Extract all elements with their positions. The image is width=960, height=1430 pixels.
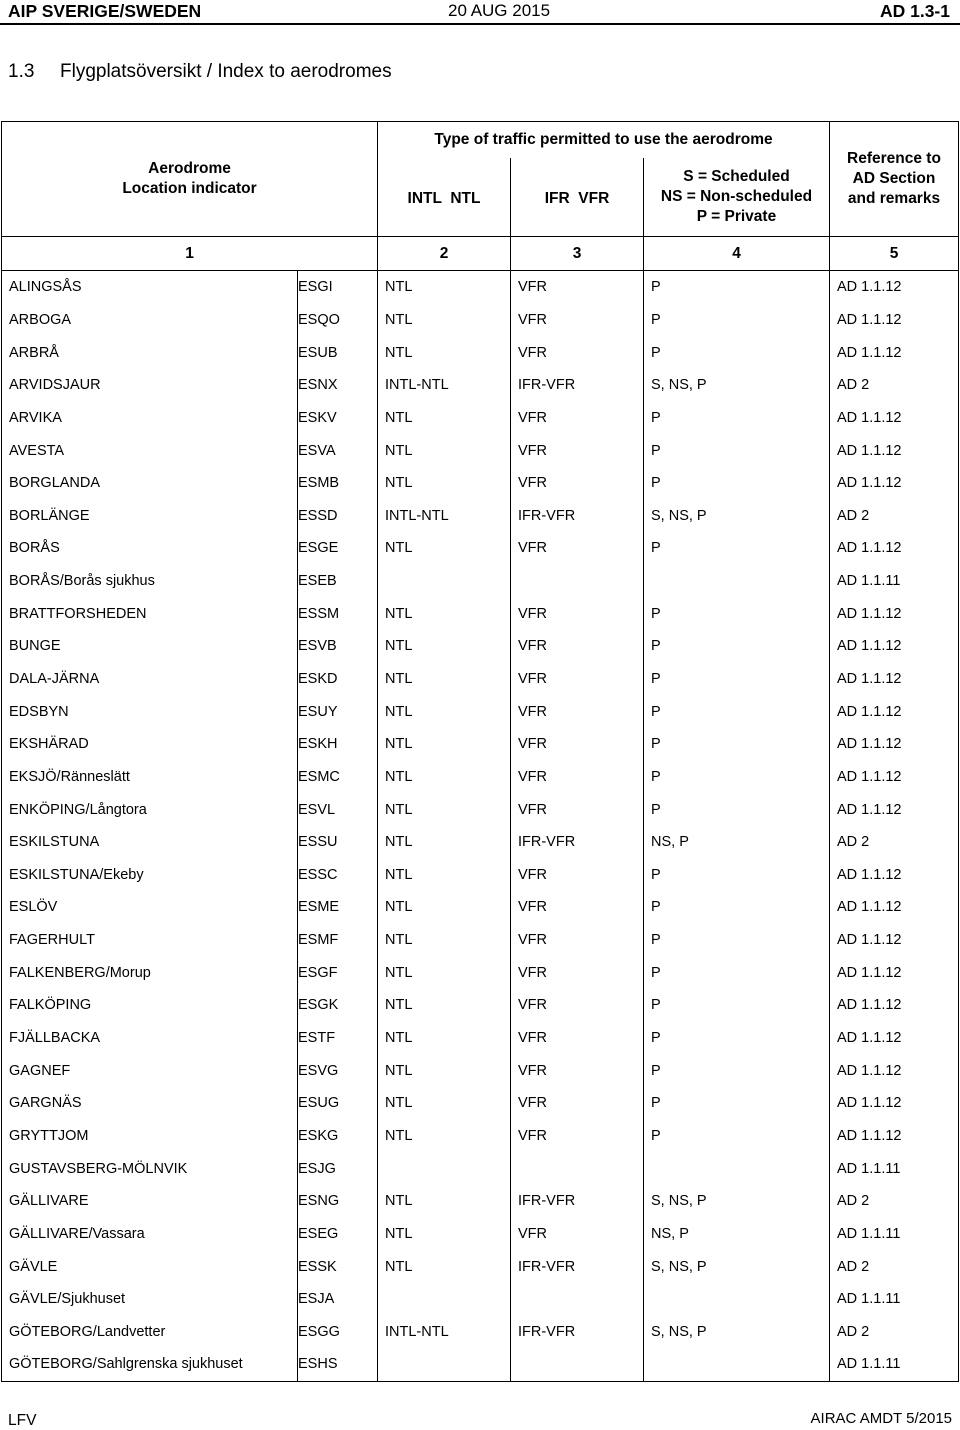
table-row [2, 1152, 959, 1185]
table-row [2, 891, 959, 924]
aerodrome-name: GÖTEBORG/Landvetter [2, 1316, 298, 1349]
publication-title: AIP SVERIGE/SWEDEN [8, 1, 202, 21]
aerodrome-name: GÖTEBORG/Sahlgrenska sjukhuset [2, 1348, 298, 1381]
ifr-vfr-cell [511, 1348, 644, 1381]
schedule-cell: S, NS, P [644, 1316, 830, 1349]
reference-cell: AD 2 [830, 499, 959, 532]
reference-header-line2: AD Section [852, 170, 936, 187]
schedule-cell [644, 1283, 830, 1316]
table-row [2, 434, 959, 467]
schedule-header-line1: S = Scheduled [683, 168, 790, 185]
schedule-cell: P [644, 1022, 830, 1055]
location-indicator: ESUG [298, 1087, 378, 1120]
aerodrome-name: AVESTA [2, 434, 298, 467]
column-number: 5 [830, 237, 959, 271]
aerodrome-name: FJÄLLBACKA [2, 1022, 298, 1055]
aerodrome-name: GÄLLIVARE/Vassara [2, 1218, 298, 1251]
schedule-cell: P [644, 793, 830, 826]
location-indicator: ESUY [298, 695, 378, 728]
ifr-vfr-cell [511, 565, 644, 598]
table-row [2, 369, 959, 402]
ifr-vfr-cell: VFR [511, 434, 644, 467]
schedule-cell: S, NS, P [644, 369, 830, 402]
aerodrome-name: FALKENBERG/Morup [2, 956, 298, 989]
aerodrome-header-line1: Aerodrome [148, 160, 231, 177]
intl-ntl-cell: NTL [378, 989, 511, 1022]
intl-ntl-cell: NTL [378, 859, 511, 892]
reference-cell: AD 2 [830, 1185, 959, 1218]
location-indicator: ESNG [298, 1185, 378, 1218]
schedule-cell: P [644, 402, 830, 435]
location-indicator: ESUB [298, 336, 378, 369]
intl-ntl-cell: NTL [378, 891, 511, 924]
ifr-vfr-header: IFR VFR [511, 158, 644, 237]
reference-header-line3: and remarks [847, 190, 941, 207]
schedule-cell [644, 1152, 830, 1185]
schedule-cell: P [644, 728, 830, 761]
intl-ntl-cell [378, 1283, 511, 1316]
schedule-cell: P [644, 271, 830, 304]
intl-ntl-cell: NTL [378, 434, 511, 467]
ifr-vfr-cell: VFR [511, 663, 644, 696]
intl-ntl-cell: NTL [378, 402, 511, 435]
ifr-vfr-cell: VFR [511, 793, 644, 826]
column-number: 2 [378, 237, 511, 271]
reference-header [830, 122, 959, 237]
reference-cell: AD 1.1.12 [830, 434, 959, 467]
table-row [2, 467, 959, 500]
page-reference: AD 1.3-1 [879, 1, 950, 21]
aerodrome-name: EKSHÄRAD [2, 728, 298, 761]
section-title-text: Flygplatsöversikt / Index to aerodromes [60, 61, 392, 82]
schedule-cell: P [644, 695, 830, 728]
location-indicator: ESNX [298, 369, 378, 402]
aerodrome-header [2, 122, 378, 237]
ifr-vfr-cell: VFR [511, 695, 644, 728]
table-row [2, 532, 959, 565]
schedule-cell: P [644, 1120, 830, 1153]
table-row [2, 859, 959, 892]
ifr-vfr-cell: VFR [511, 891, 644, 924]
reference-cell: AD 1.1.12 [830, 663, 959, 696]
aerodrome-name: GÄLLIVARE [2, 1185, 298, 1218]
table-row [2, 630, 959, 663]
column-number: 1 [2, 237, 378, 271]
location-indicator: ESKV [298, 402, 378, 435]
table-row [2, 1087, 959, 1120]
ifr-vfr-cell: VFR [511, 1022, 644, 1055]
schedule-cell: P [644, 304, 830, 337]
intl-ntl-cell: NTL [378, 1120, 511, 1153]
intl-ntl-cell: NTL [378, 663, 511, 696]
location-indicator: ESVA [298, 434, 378, 467]
header-rule [0, 23, 960, 25]
ifr-vfr-cell: VFR [511, 761, 644, 794]
table-row [2, 924, 959, 957]
aerodrome-name: ARVIKA [2, 402, 298, 435]
aerodrome-name: ESKILSTUNA [2, 826, 298, 859]
intl-ntl-cell: NTL [378, 924, 511, 957]
reference-cell: AD 2 [830, 826, 959, 859]
intl-ntl-cell: NTL [378, 1087, 511, 1120]
schedule-cell: S, NS, P [644, 1185, 830, 1218]
column-number: 3 [511, 237, 644, 271]
ifr-vfr-cell: VFR [511, 1120, 644, 1153]
reference-cell: AD 1.1.12 [830, 1022, 959, 1055]
intl-ntl-cell: NTL [378, 956, 511, 989]
location-indicator: ESQO [298, 304, 378, 337]
schedule-cell: NS, P [644, 1218, 830, 1251]
aerodrome-name: ARBRÅ [2, 336, 298, 369]
aerodrome-name: GÄVLE/Sjukhuset [2, 1283, 298, 1316]
ifr-vfr-cell: IFR-VFR [511, 1250, 644, 1283]
aerodrome-name: ESKILSTUNA/Ekeby [2, 859, 298, 892]
schedule-cell: P [644, 336, 830, 369]
intl-ntl-cell: NTL [378, 793, 511, 826]
section-number: 1.3 [8, 61, 35, 82]
schedule-cell: P [644, 956, 830, 989]
traffic-type-header: Type of traffic permitted to use the aerodrome [378, 122, 830, 159]
location-indicator: ESVB [298, 630, 378, 663]
location-indicator: ESEG [298, 1218, 378, 1251]
ifr-vfr-cell: VFR [511, 336, 644, 369]
ifr-vfr-cell [511, 1283, 644, 1316]
ifr-vfr-cell: VFR [511, 630, 644, 663]
schedule-cell: P [644, 924, 830, 957]
ifr-vfr-cell: VFR [511, 924, 644, 957]
location-indicator: ESHS [298, 1348, 378, 1381]
reference-cell: AD 1.1.12 [830, 1120, 959, 1153]
intl-ntl-cell: NTL [378, 532, 511, 565]
table-row [2, 1283, 959, 1316]
table-row [2, 1348, 959, 1381]
reference-cell: AD 1.1.12 [830, 956, 959, 989]
schedule-cell: P [644, 434, 830, 467]
intl-ntl-cell: NTL [378, 1054, 511, 1087]
ifr-vfr-cell: IFR-VFR [511, 1185, 644, 1218]
reference-cell: AD 2 [830, 369, 959, 402]
schedule-cell [644, 565, 830, 598]
aerodrome-header-line2: Location indicator [122, 180, 257, 197]
reference-cell: AD 1.1.12 [830, 924, 959, 957]
ifr-vfr-cell: VFR [511, 1054, 644, 1087]
intl-ntl-cell: NTL [378, 761, 511, 794]
aerodrome-name: EKSJÖ/Ränneslätt [2, 761, 298, 794]
aerodrome-name: BORGLANDA [2, 467, 298, 500]
intl-ntl-header: INTL NTL [378, 158, 511, 237]
location-indicator: ESMC [298, 761, 378, 794]
location-indicator: ESEB [298, 565, 378, 598]
table-row [2, 695, 959, 728]
reference-cell: AD 1.1.12 [830, 1054, 959, 1087]
table-row [2, 1218, 959, 1251]
schedule-cell: P [644, 989, 830, 1022]
intl-ntl-cell: NTL [378, 1022, 511, 1055]
intl-ntl-cell: NTL [378, 304, 511, 337]
schedule-cell: NS, P [644, 826, 830, 859]
table-row [2, 499, 959, 532]
reference-cell: AD 1.1.12 [830, 728, 959, 761]
table-row [2, 793, 959, 826]
reference-cell: AD 1.1.11 [830, 565, 959, 598]
schedule-cell: P [644, 1054, 830, 1087]
ifr-vfr-cell: VFR [511, 532, 644, 565]
location-indicator: ESGG [298, 1316, 378, 1349]
table-row [2, 597, 959, 630]
location-indicator: ESVG [298, 1054, 378, 1087]
ifr-vfr-cell [511, 1152, 644, 1185]
table-row [2, 1054, 959, 1087]
aerodrome-name: ARBOGA [2, 304, 298, 337]
intl-ntl-cell: NTL [378, 597, 511, 630]
ifr-vfr-cell: IFR-VFR [511, 499, 644, 532]
ifr-vfr-cell: VFR [511, 956, 644, 989]
reference-cell: AD 1.1.11 [830, 1348, 959, 1381]
table-row [2, 1250, 959, 1283]
section-title [8, 59, 392, 85]
aerodrome-name: DALA-JÄRNA [2, 663, 298, 696]
table-row [2, 761, 959, 794]
intl-ntl-cell: NTL [378, 467, 511, 500]
location-indicator: ESKD [298, 663, 378, 696]
location-indicator: ESME [298, 891, 378, 924]
table-row [2, 728, 959, 761]
reference-cell: AD 1.1.12 [830, 989, 959, 1022]
ifr-vfr-cell: IFR-VFR [511, 826, 644, 859]
column-number: 4 [644, 237, 830, 271]
aerodrome-name: GRYTTJOM [2, 1120, 298, 1153]
table-row [2, 565, 959, 598]
aerodrome-name: FALKÖPING [2, 989, 298, 1022]
schedule-cell: P [644, 859, 830, 892]
table-row [2, 956, 959, 989]
location-indicator: ESJG [298, 1152, 378, 1185]
aerodrome-name: ENKÖPING/Långtora [2, 793, 298, 826]
location-indicator: ESMF [298, 924, 378, 957]
reference-cell: AD 2 [830, 1250, 959, 1283]
intl-ntl-cell: NTL [378, 695, 511, 728]
table-row [2, 989, 959, 1022]
ifr-vfr-cell: VFR [511, 304, 644, 337]
reference-cell: AD 1.1.12 [830, 304, 959, 337]
location-indicator: ESGK [298, 989, 378, 1022]
reference-cell: AD 1.1.12 [830, 859, 959, 892]
reference-cell: AD 1.1.12 [830, 336, 959, 369]
intl-ntl-cell: NTL [378, 1250, 511, 1283]
schedule-cell [644, 1348, 830, 1381]
footer-publisher: LFV [8, 1412, 37, 1429]
ifr-vfr-cell: IFR-VFR [511, 369, 644, 402]
location-indicator: ESSK [298, 1250, 378, 1283]
aerodrome-name: BUNGE [2, 630, 298, 663]
intl-ntl-cell: NTL [378, 630, 511, 663]
aerodrome-name: ARVIDSJAUR [2, 369, 298, 402]
intl-ntl-cell: INTL-NTL [378, 499, 511, 532]
intl-ntl-cell: INTL-NTL [378, 1316, 511, 1349]
schedule-header [644, 158, 830, 237]
aerodrome-name: GÄVLE [2, 1250, 298, 1283]
location-indicator: ESGF [298, 956, 378, 989]
ifr-vfr-cell: VFR [511, 1218, 644, 1251]
table-row [2, 304, 959, 337]
intl-ntl-cell: INTL-NTL [378, 369, 511, 402]
aerodrome-name: EDSBYN [2, 695, 298, 728]
ifr-vfr-cell: VFR [511, 859, 644, 892]
table-row [2, 826, 959, 859]
schedule-cell: S, NS, P [644, 499, 830, 532]
intl-ntl-cell [378, 1348, 511, 1381]
aerodrome-name: GAGNEF [2, 1054, 298, 1087]
reference-cell: AD 1.1.12 [830, 630, 959, 663]
intl-ntl-cell: NTL [378, 1218, 511, 1251]
schedule-cell: P [644, 761, 830, 794]
reference-cell: AD 1.1.12 [830, 793, 959, 826]
aerodrome-name: ALINGSÅS [2, 271, 298, 304]
column-number-row [2, 237, 959, 271]
aerodrome-name: BORÅS/Borås sjukhus [2, 565, 298, 598]
reference-header-line1: Reference to [847, 150, 941, 167]
table-row [2, 1022, 959, 1055]
location-indicator: ESSM [298, 597, 378, 630]
aerodrome-name: ESLÖV [2, 891, 298, 924]
header-row-top [2, 122, 959, 159]
ifr-vfr-cell: VFR [511, 271, 644, 304]
reference-cell: AD 1.1.12 [830, 271, 959, 304]
schedule-cell: P [644, 663, 830, 696]
aerodrome-name: BORÅS [2, 532, 298, 565]
table-row [2, 663, 959, 696]
schedule-header-line2: NS = Non-scheduled [660, 188, 813, 205]
reference-cell: AD 1.1.12 [830, 402, 959, 435]
reference-cell: AD 1.1.11 [830, 1283, 959, 1316]
ifr-vfr-cell: VFR [511, 989, 644, 1022]
intl-ntl-cell: NTL [378, 826, 511, 859]
aerodrome-name: GUSTAVSBERG-MÖLNVIK [2, 1152, 298, 1185]
ifr-vfr-cell: VFR [511, 402, 644, 435]
aerodrome-index-table [1, 121, 959, 1382]
reference-cell: AD 1.1.12 [830, 891, 959, 924]
ifr-vfr-cell: IFR-VFR [511, 1316, 644, 1349]
aerodrome-name: FAGERHULT [2, 924, 298, 957]
reference-cell: AD 1.1.11 [830, 1218, 959, 1251]
location-indicator: ESGE [298, 532, 378, 565]
table-row [2, 336, 959, 369]
schedule-cell: P [644, 1087, 830, 1120]
location-indicator: ESKH [298, 728, 378, 761]
ifr-vfr-cell: VFR [511, 728, 644, 761]
reference-cell: AD 1.1.12 [830, 1087, 959, 1120]
ifr-vfr-cell: VFR [511, 597, 644, 630]
location-indicator: ESVL [298, 793, 378, 826]
intl-ntl-cell: NTL [378, 271, 511, 304]
reference-cell: AD 1.1.12 [830, 695, 959, 728]
location-indicator: ESKG [298, 1120, 378, 1153]
reference-cell: AD 1.1.12 [830, 532, 959, 565]
location-indicator: ESGI [298, 271, 378, 304]
schedule-cell: P [644, 467, 830, 500]
reference-cell: AD 1.1.11 [830, 1152, 959, 1185]
reference-cell: AD 1.1.12 [830, 761, 959, 794]
aerodrome-name: GARGNÄS [2, 1087, 298, 1120]
footer-amendment: AIRAC AMDT 5/2015 [810, 1410, 952, 1427]
aerodrome-name: BORLÄNGE [2, 499, 298, 532]
schedule-cell: S, NS, P [644, 1250, 830, 1283]
table-row [2, 1120, 959, 1153]
location-indicator: ESSC [298, 859, 378, 892]
location-indicator: ESTF [298, 1022, 378, 1055]
reference-cell: AD 1.1.12 [830, 597, 959, 630]
intl-ntl-cell [378, 565, 511, 598]
publication-date: 20 AUG 2015 [448, 1, 551, 20]
reference-cell: AD 2 [830, 1316, 959, 1349]
ifr-vfr-cell: VFR [511, 1087, 644, 1120]
intl-ntl-cell: NTL [378, 1185, 511, 1218]
ifr-vfr-cell: VFR [511, 467, 644, 500]
schedule-cell: P [644, 597, 830, 630]
intl-ntl-cell [378, 1152, 511, 1185]
schedule-cell: P [644, 630, 830, 663]
table-row [2, 1185, 959, 1218]
table-row [2, 271, 959, 304]
schedule-cell: P [644, 532, 830, 565]
schedule-header-line3: P = Private [696, 208, 777, 225]
aerodrome-name: BRATTFORSHEDEN [2, 597, 298, 630]
intl-ntl-cell: NTL [378, 728, 511, 761]
schedule-cell: P [644, 891, 830, 924]
reference-cell: AD 1.1.12 [830, 467, 959, 500]
location-indicator: ESSU [298, 826, 378, 859]
location-indicator: ESMB [298, 467, 378, 500]
location-indicator: ESJA [298, 1283, 378, 1316]
location-indicator: ESSD [298, 499, 378, 532]
table-row [2, 1316, 959, 1349]
table-row [2, 402, 959, 435]
intl-ntl-cell: NTL [378, 336, 511, 369]
